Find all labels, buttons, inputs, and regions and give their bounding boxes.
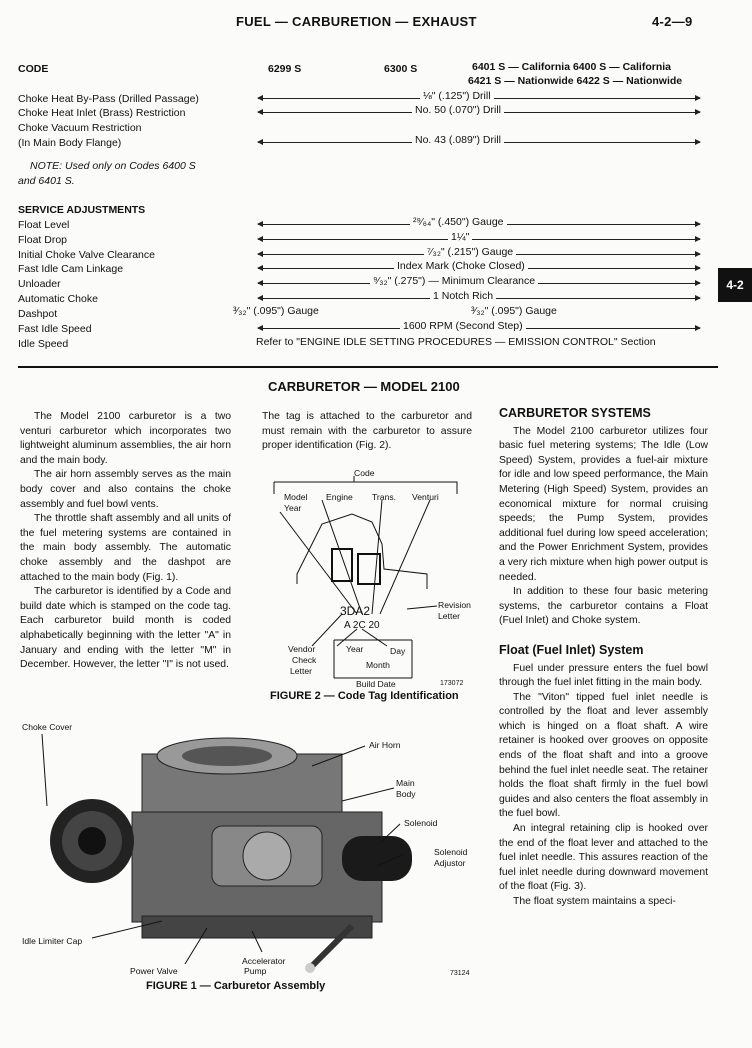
spec-value: No. 43 (.089") Drill <box>412 134 504 146</box>
spec-value: ³⁄₃₂" (.095") Gauge <box>468 305 560 317</box>
fig1-power-valve-label: Power Valve <box>130 966 178 976</box>
fig1-choke-cover-label: Choke Cover <box>22 722 73 732</box>
spec-label: Dashpot <box>18 308 58 320</box>
fig2-tag-line1: 3DA2 <box>340 604 371 618</box>
fig2-revision-label: Revision <box>438 600 471 610</box>
page-number: 4-2—9 <box>652 14 693 29</box>
spec-value: ⅛" (.125") Drill <box>420 90 494 102</box>
fig2-year-label: Year <box>284 503 302 513</box>
spec-arrow <box>258 239 700 240</box>
fig1-adjustor-label: Adjustor <box>434 858 466 868</box>
fig1-body-label: Body <box>396 789 416 799</box>
page-header-title: FUEL — CARBURETION — EXHAUST <box>236 14 477 29</box>
col-right-line1: 6401 S — California 6400 S — California <box>472 61 671 73</box>
fig2-letter2-label: Letter <box>290 666 312 676</box>
spec-label: Choke Vacuum Restriction <box>18 122 142 134</box>
fig1-idle-limiter-label: Idle Limiter Cap <box>22 936 83 946</box>
fig2-month-label: Month <box>366 660 390 670</box>
fig2-model-label: Model <box>284 492 308 502</box>
note-text: and 6401 S. <box>18 175 75 187</box>
spec-label: Choke Heat Inlet (Brass) Restriction <box>18 107 186 119</box>
paragraph: Fuel under pressure enters the fuel bowl through the fuel inlet fitting in the main body. <box>499 662 708 689</box>
fig2-year2-label: Year <box>346 644 364 654</box>
note-text: NOTE: Used only on Codes 6400 S <box>30 160 196 172</box>
column-1 <box>20 410 231 673</box>
spec-label: Fast Idle Cam Linkage <box>18 263 124 275</box>
spec-value: Refer to "ENGINE IDLE SETTING PROCEDURES — EMISSION CONTROL" Section <box>256 336 656 348</box>
fig2-vendor-label: Vendor <box>288 644 316 654</box>
figure-2 <box>262 464 472 704</box>
paragraph: The throttle shaft assembly and all units of the fuel metering systems are contained in the main body assembly. The automatic choke assembly and the dashpot are attached to the main body (Fig. 1). <box>20 513 231 583</box>
paragraph: The Model 2100 carburetor utilizes four basic fuel metering systems; The Idle (Low Speed) System, provides a fuel-air mixture for idle and low speed performance, the Main Metering (High Speed) System, provides an economical mixture for normal cruising speeds; the Pump System, provides additional fuel during low speed acceleration; and the Power Enrichment System, provides a very rich mixture when high power output is needed. <box>499 425 708 583</box>
code-label: CODE <box>18 63 49 75</box>
spec-label: Idle Speed <box>18 338 69 350</box>
spec-value: ³⁄₃₂" (.095") Gauge <box>230 305 322 317</box>
paragraph: The Model 2100 carburetor is a two venturi carburetor which incorporates two lightweight aluminum assemblies, the air horn and the main body. <box>20 411 231 466</box>
figure-1 <box>22 716 476 978</box>
fig2-check-label: Check <box>292 655 317 665</box>
fig1-pump-label: Pump <box>244 966 267 976</box>
spec-label: Fast Idle Speed <box>18 323 92 335</box>
spec-value: No. 50 (.070") Drill <box>412 104 504 116</box>
spec-label: Float Drop <box>18 234 68 246</box>
spec-label: Automatic Choke <box>18 293 98 305</box>
fig2-letter-label: Letter <box>438 611 460 621</box>
spec-value: 1 Notch Rich <box>430 290 496 302</box>
col-right-line2: 6421 S — Nationwide 6422 S — Nationwide <box>468 75 683 87</box>
paragraph: In addition to these four basic metering systems, the carburetor contains a Float (Fuel Inlet) and Choke system. <box>499 586 708 627</box>
carburetor-photo <box>22 716 476 978</box>
paragraph: The "Viton" tipped fuel inlet needle is controlled by the float and lever assembly which is hinged on a float shaft. A wire retainer is hooked over grooves on opposite ends of the float shaft and into a groove behind the fuel inlet needle seat. The retainer holds the float shaft firmly in the fuel bowl guides and also centers the float assembly in the fuel bowl. <box>499 691 708 820</box>
spec-value: ²⁹⁄₆₄" (.450") Gauge <box>410 216 507 228</box>
fig1-accelerator-label: Accelerator <box>242 956 286 966</box>
figure-1-caption: FIGURE 1 — Carburetor Assembly <box>146 980 326 992</box>
fig1-air-horn-label: Air Horn <box>369 740 401 750</box>
fig1-solenoid2-label: Solenoid <box>434 847 468 857</box>
col-6299: 6299 S <box>268 63 302 75</box>
service-adjustments-heading: SERVICE ADJUSTMENTS <box>18 204 146 216</box>
fig2-venturi-label: Venturi <box>412 492 439 502</box>
paragraph: An integral retaining clip is hooked over the end of the float lever and attached to the fuel inlet needle. This assures reaction of the fuel inlet needle during downward movement of the float (Fig. 3). <box>499 823 708 893</box>
paragraph: The tag is attached to the carburetor and must remain with the carburetor to assure proper identification (Fig. 2). <box>262 411 472 452</box>
fig2-engine-label: Engine <box>326 492 353 502</box>
spec-label: Float Level <box>18 219 70 231</box>
paragraph: The air horn assembly serves as the main body cover and also contains the choke assembly and fuel bowl vents. <box>20 469 231 510</box>
fig2-build-date-label: Build Date <box>356 679 396 689</box>
fig2-tag-line2: A 2C 20 <box>344 620 380 631</box>
spec-value: 1600 RPM (Second Step) <box>400 320 526 332</box>
fig2-day-label: Day <box>390 646 406 656</box>
paragraph: The carburetor is identified by a Code and build date which is stamped on the code tag. Each carburetor build month is coded alphabetically beginning with the letter "A" in January and ending with the letter "M" in December. However, the letter "I" is not used. <box>20 586 231 671</box>
spec-label: (In Main Body Flange) <box>18 137 122 149</box>
fig2-code-label: Code <box>354 468 375 478</box>
heading-carburetor-systems: CARBURETOR SYSTEMS <box>499 406 651 420</box>
col-6300: 6300 S <box>384 63 418 75</box>
fig2-trans-label: Trans. <box>372 492 397 502</box>
section-title: CARBURETOR — MODEL 2100 <box>268 379 460 394</box>
paragraph: The float system maintains a speci- <box>513 896 676 907</box>
spec-value: 1¼" <box>448 231 472 243</box>
spec-label: Choke Heat By-Pass (Drilled Passage) <box>18 93 199 105</box>
fig1-solenoid-label: Solenoid <box>404 818 438 828</box>
section-tab: 4-2 <box>718 268 752 302</box>
column-3 <box>499 406 708 910</box>
fig2-number: 173072 <box>440 680 464 687</box>
fig1-main-label: Main <box>396 778 415 788</box>
fig1-number: 73124 <box>450 970 470 977</box>
figure-2-caption: FIGURE 2 — Code Tag Identification <box>270 690 459 702</box>
spec-label: Initial Choke Valve Clearance <box>18 249 155 261</box>
heading-float-system: Float (Fuel Inlet) System <box>499 642 644 657</box>
spec-value: Index Mark (Choke Closed) <box>394 260 528 272</box>
spec-value: ⁹⁄₃₂" (.275") — Minimum Clearance <box>370 275 538 287</box>
divider <box>18 366 718 368</box>
spec-label: Unloader <box>18 278 61 290</box>
spec-value: ⁷⁄₃₂" (.215") Gauge <box>424 246 516 258</box>
column-2 <box>262 410 472 454</box>
